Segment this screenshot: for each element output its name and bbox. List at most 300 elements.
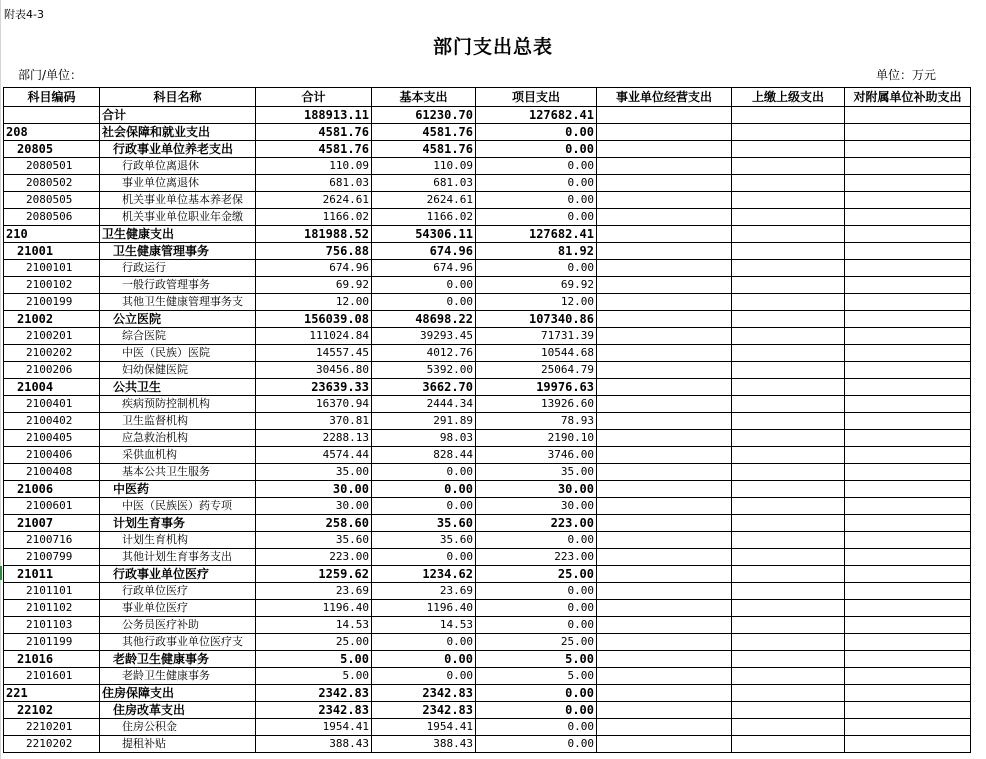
subsidy-cell: [845, 226, 971, 243]
subject-name-cell: 疾病预防控制机构: [100, 396, 256, 413]
superior-cell: [732, 209, 845, 226]
business-cell: [597, 294, 732, 311]
basic-cell: 1196.40: [372, 600, 476, 617]
superior-cell: [732, 311, 845, 328]
subject-code-cell: 2080501: [4, 158, 100, 175]
basic-cell: 0.00: [372, 634, 476, 651]
table-row: [4, 481, 971, 498]
superior-cell: [732, 549, 845, 566]
subject-name-cell: 老龄卫生健康事务: [100, 651, 256, 668]
project-cell: 5.00: [476, 651, 597, 668]
superior-cell: [732, 158, 845, 175]
subject-name-cell: 卫生监督机构: [100, 413, 256, 430]
total-cell: 388.43: [256, 736, 372, 753]
business-cell: [597, 685, 732, 702]
basic-cell: 1234.62: [372, 566, 476, 583]
table-row: [4, 260, 971, 277]
basic-cell: 291.89: [372, 413, 476, 430]
business-cell: [597, 379, 732, 396]
table-header-row: [4, 88, 971, 107]
subject-code-cell: 2100405: [4, 430, 100, 447]
subject-code-cell: 2100199: [4, 294, 100, 311]
subsidy-cell: [845, 549, 971, 566]
superior-cell: [732, 617, 845, 634]
total-cell: 69.92: [256, 277, 372, 294]
subsidy-cell: [845, 311, 971, 328]
table-row: [4, 107, 971, 124]
superior-cell: [732, 498, 845, 515]
basic-cell: 0.00: [372, 464, 476, 481]
header-subject-code: 科目编码: [4, 88, 100, 107]
business-cell: [597, 328, 732, 345]
superior-cell: [732, 396, 845, 413]
table-row: [4, 515, 971, 532]
project-cell: 30.00: [476, 481, 597, 498]
subsidy-cell: [845, 430, 971, 447]
subject-name-cell: 一般行政管理事务: [100, 277, 256, 294]
subject-code-cell: 2101601: [4, 668, 100, 685]
superior-cell: [732, 719, 845, 736]
business-cell: [597, 226, 732, 243]
basic-cell: 674.96: [372, 243, 476, 260]
subject-code-cell: 21002: [4, 311, 100, 328]
superior-cell: [732, 600, 845, 617]
header-subsidiary-subsidy: 对附属单位补助支出: [845, 88, 971, 107]
project-cell: 0.00: [476, 260, 597, 277]
basic-cell: 0.00: [372, 481, 476, 498]
project-cell: 223.00: [476, 515, 597, 532]
subsidy-cell: [845, 209, 971, 226]
subsidy-cell: [845, 362, 971, 379]
project-cell: 25.00: [476, 634, 597, 651]
superior-cell: [732, 379, 845, 396]
project-cell: 223.00: [476, 549, 597, 566]
subject-code-cell: 2100206: [4, 362, 100, 379]
project-cell: 81.92: [476, 243, 597, 260]
header-superior-payment: 上缴上级支出: [732, 88, 845, 107]
project-cell: 0.00: [476, 617, 597, 634]
subject-name-cell: 应急救治机构: [100, 430, 256, 447]
business-cell: [597, 447, 732, 464]
total-cell: 4581.76: [256, 124, 372, 141]
total-cell: 156039.08: [256, 311, 372, 328]
superior-cell: [732, 175, 845, 192]
subject-code-cell: 2100401: [4, 396, 100, 413]
project-cell: 0.00: [476, 124, 597, 141]
business-cell: [597, 719, 732, 736]
table-row: [4, 668, 971, 685]
superior-cell: [732, 345, 845, 362]
department-label: 部门/单位：: [18, 68, 83, 82]
subsidy-cell: [845, 668, 971, 685]
project-cell: 10544.68: [476, 345, 597, 362]
subject-code-cell: 2080502: [4, 175, 100, 192]
total-cell: 181988.52: [256, 226, 372, 243]
subject-code-cell: 21007: [4, 515, 100, 532]
superior-cell: [732, 566, 845, 583]
project-cell: 69.92: [476, 277, 597, 294]
subsidy-cell: [845, 719, 971, 736]
project-cell: 0.00: [476, 600, 597, 617]
subject-name-cell: 机关事业单位职业年金缴: [100, 209, 256, 226]
subsidy-cell: [845, 464, 971, 481]
table-row: [4, 379, 971, 396]
table-row: [4, 617, 971, 634]
subject-name-cell: 基本公共卫生服务: [100, 464, 256, 481]
subject-code-cell: 2100402: [4, 413, 100, 430]
project-cell: 127682.41: [476, 226, 597, 243]
total-cell: 188913.11: [256, 107, 372, 124]
business-cell: [597, 566, 732, 583]
table-row: [4, 124, 971, 141]
subsidy-cell: [845, 651, 971, 668]
subject-code-cell: 2101199: [4, 634, 100, 651]
subsidy-cell: [845, 124, 971, 141]
subsidy-cell: [845, 158, 971, 175]
business-cell: [597, 617, 732, 634]
project-cell: 0.00: [476, 141, 597, 158]
project-cell: 0.00: [476, 209, 597, 226]
total-cell: 2342.83: [256, 702, 372, 719]
table-row: [4, 566, 971, 583]
subject-name-cell: 其他卫生健康管理事务支: [100, 294, 256, 311]
total-cell: 25.00: [256, 634, 372, 651]
subsidy-cell: [845, 396, 971, 413]
subsidy-cell: [845, 702, 971, 719]
subject-name-cell: 机关事业单位基本养老保: [100, 192, 256, 209]
subject-code-cell: 2080506: [4, 209, 100, 226]
subject-name-cell: 中医（民族医）药专项: [100, 498, 256, 515]
subject-code-cell: 21011: [4, 566, 100, 583]
project-cell: 19976.63: [476, 379, 597, 396]
table-row: [4, 413, 971, 430]
table-row: [4, 447, 971, 464]
subject-code-cell: 21004: [4, 379, 100, 396]
superior-cell: [732, 413, 845, 430]
subsidy-cell: [845, 328, 971, 345]
unit-label: 单位：万元: [876, 68, 937, 82]
subject-code-cell: 20805: [4, 141, 100, 158]
business-cell: [597, 481, 732, 498]
business-cell: [597, 549, 732, 566]
total-cell: 12.00: [256, 294, 372, 311]
basic-cell: 61230.70: [372, 107, 476, 124]
subsidy-cell: [845, 583, 971, 600]
project-cell: 0.00: [476, 583, 597, 600]
subsidy-cell: [845, 515, 971, 532]
table-row: [4, 464, 971, 481]
basic-cell: 4581.76: [372, 141, 476, 158]
superior-cell: [732, 277, 845, 294]
basic-cell: 0.00: [372, 549, 476, 566]
business-cell: [597, 277, 732, 294]
subsidy-cell: [845, 447, 971, 464]
subject-code-cell: 2100102: [4, 277, 100, 294]
total-cell: 30.00: [256, 498, 372, 515]
subject-name-cell: 其他计划生育事务支出: [100, 549, 256, 566]
subject-name-cell: 采供血机构: [100, 447, 256, 464]
project-cell: 0.00: [476, 175, 597, 192]
basic-cell: 2444.34: [372, 396, 476, 413]
table-row: [4, 345, 971, 362]
subject-name-cell: 社会保障和就业支出: [100, 124, 256, 141]
superior-cell: [732, 481, 845, 498]
table-row: [4, 175, 971, 192]
total-cell: 23.69: [256, 583, 372, 600]
subject-name-cell: 事业单位医疗: [100, 600, 256, 617]
superior-cell: [732, 447, 845, 464]
table-row: [4, 498, 971, 515]
subsidy-cell: [845, 192, 971, 209]
business-cell: [597, 311, 732, 328]
table-row: [4, 651, 971, 668]
basic-cell: 388.43: [372, 736, 476, 753]
basic-cell: 39293.45: [372, 328, 476, 345]
superior-cell: [732, 651, 845, 668]
project-cell: 5.00: [476, 668, 597, 685]
subject-name-cell: 住房改革支出: [100, 702, 256, 719]
subsidy-cell: [845, 736, 971, 753]
superior-cell: [732, 260, 845, 277]
subject-code-cell: 221: [4, 685, 100, 702]
project-cell: 35.00: [476, 464, 597, 481]
subject-name-cell: 行政事业单位养老支出: [100, 141, 256, 158]
total-cell: 14.53: [256, 617, 372, 634]
business-cell: [597, 498, 732, 515]
table-row: [4, 243, 971, 260]
subject-code-cell: 2210201: [4, 719, 100, 736]
subject-code-cell: [4, 107, 100, 124]
superior-cell: [732, 243, 845, 260]
superior-cell: [732, 141, 845, 158]
business-cell: [597, 243, 732, 260]
subsidy-cell: [845, 141, 971, 158]
sheet-gridline: [0, 0, 1, 759]
subject-name-cell: 合计: [100, 107, 256, 124]
subject-code-cell: 2100408: [4, 464, 100, 481]
subject-name-cell: 其他行政事业单位医疗支: [100, 634, 256, 651]
table-row: [4, 685, 971, 702]
business-cell: [597, 651, 732, 668]
business-cell: [597, 141, 732, 158]
attachment-label: 附表4-3: [4, 8, 44, 21]
subsidy-cell: [845, 243, 971, 260]
business-cell: [597, 464, 732, 481]
header-subject-name: 科目名称: [100, 88, 256, 107]
subsidy-cell: [845, 379, 971, 396]
subsidy-cell: [845, 175, 971, 192]
project-cell: 30.00: [476, 498, 597, 515]
page-title: 部门支出总表: [432, 36, 553, 58]
subject-code-cell: 21006: [4, 481, 100, 498]
total-cell: 2624.61: [256, 192, 372, 209]
total-cell: 756.88: [256, 243, 372, 260]
basic-cell: 0.00: [372, 294, 476, 311]
subsidy-cell: [845, 277, 971, 294]
superior-cell: [732, 583, 845, 600]
business-cell: [597, 345, 732, 362]
superior-cell: [732, 430, 845, 447]
business-cell: [597, 158, 732, 175]
table-row: [4, 583, 971, 600]
business-cell: [597, 413, 732, 430]
subsidy-cell: [845, 685, 971, 702]
superior-cell: [732, 634, 845, 651]
business-cell: [597, 583, 732, 600]
project-cell: 2190.10: [476, 430, 597, 447]
header-total: 合计: [256, 88, 372, 107]
table-row: [4, 141, 971, 158]
project-cell: 13926.60: [476, 396, 597, 413]
project-cell: 0.00: [476, 685, 597, 702]
project-cell: 127682.41: [476, 107, 597, 124]
business-cell: [597, 124, 732, 141]
business-cell: [597, 634, 732, 651]
superior-cell: [732, 532, 845, 549]
basic-cell: 110.09: [372, 158, 476, 175]
project-cell: 107340.86: [476, 311, 597, 328]
table-row: [4, 549, 971, 566]
superior-cell: [732, 685, 845, 702]
basic-cell: 2342.83: [372, 702, 476, 719]
table-row: [4, 532, 971, 549]
table-row: [4, 277, 971, 294]
superior-cell: [732, 124, 845, 141]
subject-code-cell: 2210202: [4, 736, 100, 753]
business-cell: [597, 396, 732, 413]
total-cell: 2342.83: [256, 685, 372, 702]
subject-code-cell: 22102: [4, 702, 100, 719]
total-cell: 370.81: [256, 413, 372, 430]
superior-cell: [732, 736, 845, 753]
total-cell: 2288.13: [256, 430, 372, 447]
superior-cell: [732, 515, 845, 532]
superior-cell: [732, 226, 845, 243]
total-cell: 30456.80: [256, 362, 372, 379]
subject-name-cell: 住房公积金: [100, 719, 256, 736]
project-cell: 78.93: [476, 413, 597, 430]
table-row: [4, 736, 971, 753]
subject-code-cell: 210: [4, 226, 100, 243]
basic-cell: 98.03: [372, 430, 476, 447]
business-cell: [597, 107, 732, 124]
total-cell: 30.00: [256, 481, 372, 498]
total-cell: 111024.84: [256, 328, 372, 345]
total-cell: 4581.76: [256, 141, 372, 158]
table-row: [4, 311, 971, 328]
subject-code-cell: 2101102: [4, 600, 100, 617]
project-cell: 25.00: [476, 566, 597, 583]
total-cell: 35.00: [256, 464, 372, 481]
basic-cell: 4581.76: [372, 124, 476, 141]
basic-cell: 2624.61: [372, 192, 476, 209]
total-cell: 14557.45: [256, 345, 372, 362]
basic-cell: 54306.11: [372, 226, 476, 243]
superior-cell: [732, 294, 845, 311]
subject-name-cell: 事业单位离退休: [100, 175, 256, 192]
total-cell: 23639.33: [256, 379, 372, 396]
subsidy-cell: [845, 107, 971, 124]
total-cell: 681.03: [256, 175, 372, 192]
total-cell: 5.00: [256, 668, 372, 685]
table-row: [4, 328, 971, 345]
project-cell: 12.00: [476, 294, 597, 311]
basic-cell: 23.69: [372, 583, 476, 600]
subject-name-cell: 公立医院: [100, 311, 256, 328]
business-cell: [597, 430, 732, 447]
basic-cell: 0.00: [372, 651, 476, 668]
subsidy-cell: [845, 532, 971, 549]
basic-cell: 3662.70: [372, 379, 476, 396]
subject-code-cell: 2100101: [4, 260, 100, 277]
basic-cell: 681.03: [372, 175, 476, 192]
basic-cell: 1166.02: [372, 209, 476, 226]
expenditure-table: [3, 87, 971, 753]
subject-name-cell: 卫生健康支出: [100, 226, 256, 243]
subject-code-cell: 21016: [4, 651, 100, 668]
table-row: [4, 634, 971, 651]
subject-name-cell: 妇幼保健医院: [100, 362, 256, 379]
subsidy-cell: [845, 481, 971, 498]
basic-cell: 0.00: [372, 277, 476, 294]
subsidy-cell: [845, 413, 971, 430]
superior-cell: [732, 668, 845, 685]
subject-code-cell: 2100406: [4, 447, 100, 464]
active-row-marker: [0, 566, 2, 580]
subject-code-cell: 2100201: [4, 328, 100, 345]
total-cell: 1196.40: [256, 600, 372, 617]
project-cell: 0.00: [476, 736, 597, 753]
superior-cell: [732, 702, 845, 719]
subject-name-cell: 住房保障支出: [100, 685, 256, 702]
business-cell: [597, 600, 732, 617]
project-cell: 3746.00: [476, 447, 597, 464]
business-cell: [597, 362, 732, 379]
total-cell: 1166.02: [256, 209, 372, 226]
business-cell: [597, 532, 732, 549]
total-cell: 35.60: [256, 532, 372, 549]
subject-code-cell: 208: [4, 124, 100, 141]
subject-name-cell: 老龄卫生健康事务: [100, 668, 256, 685]
superior-cell: [732, 328, 845, 345]
subject-name-cell: 行政运行: [100, 260, 256, 277]
subject-name-cell: 中医药: [100, 481, 256, 498]
table-row: [4, 192, 971, 209]
subject-code-cell: 2100716: [4, 532, 100, 549]
table-row: [4, 719, 971, 736]
subject-name-cell: 计划生育事务: [100, 515, 256, 532]
subject-code-cell: 21001: [4, 243, 100, 260]
basic-cell: 14.53: [372, 617, 476, 634]
subsidy-cell: [845, 260, 971, 277]
subject-name-cell: 行政事业单位医疗: [100, 566, 256, 583]
subject-name-cell: 中医（民族）医院: [100, 345, 256, 362]
total-cell: 223.00: [256, 549, 372, 566]
business-cell: [597, 209, 732, 226]
superior-cell: [732, 464, 845, 481]
basic-cell: 35.60: [372, 532, 476, 549]
table-row: [4, 226, 971, 243]
project-cell: 0.00: [476, 192, 597, 209]
superior-cell: [732, 107, 845, 124]
subject-name-cell: 综合医院: [100, 328, 256, 345]
table-row: [4, 158, 971, 175]
total-cell: 4574.44: [256, 447, 372, 464]
project-cell: 25064.79: [476, 362, 597, 379]
basic-cell: 1954.41: [372, 719, 476, 736]
header-basic-expenditure: 基本支出: [372, 88, 476, 107]
subsidy-cell: [845, 498, 971, 515]
